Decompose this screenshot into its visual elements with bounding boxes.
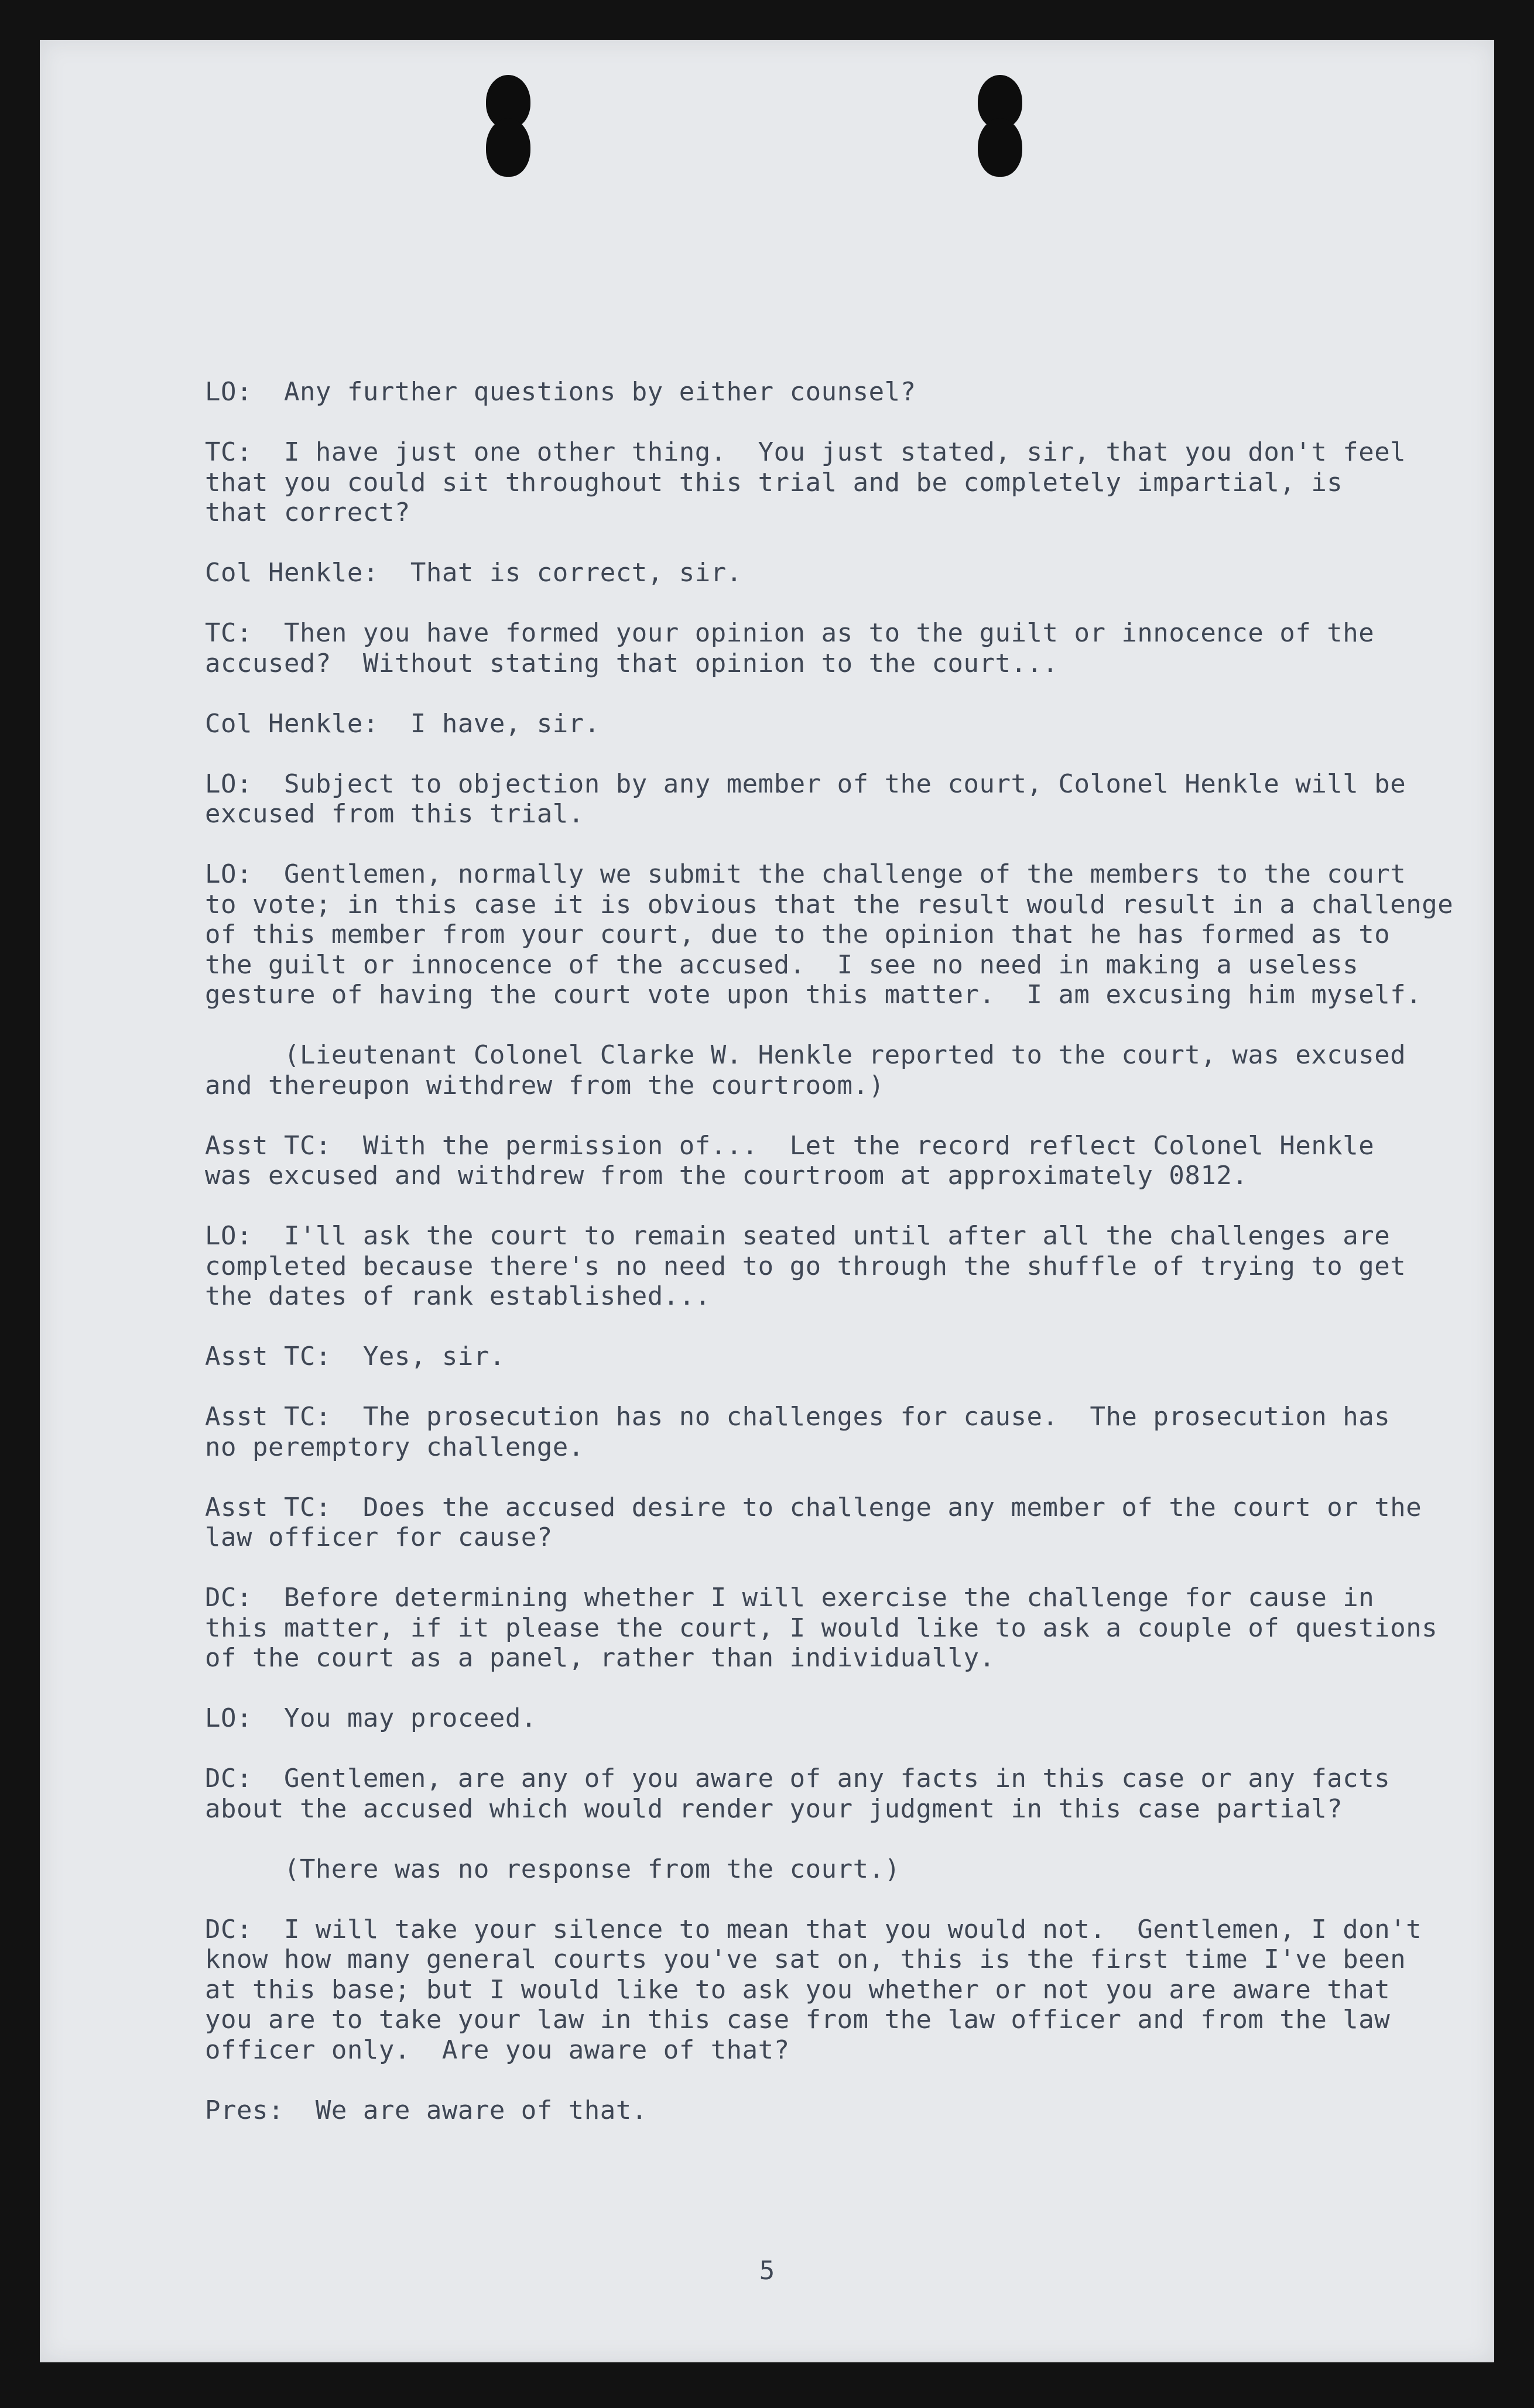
transcript-paragraph xyxy=(205,1221,1458,1312)
transcript-line: LO: Any further questions by either counsel? xyxy=(205,377,916,407)
transcript-paragraph xyxy=(205,558,1458,588)
transcript-line: that you could sit throughout this trial and be completely impartial, is xyxy=(205,467,1343,498)
transcript-paragraph xyxy=(205,1583,1458,1673)
transcript-paragraph xyxy=(205,769,1458,829)
transcript-paragraph xyxy=(205,377,1458,407)
transcript-paragraph xyxy=(205,1342,1458,1372)
transcript-line: this matter, if it please the court, I would like to ask a couple of questions xyxy=(205,1613,1438,1643)
transcript-line: LO: You may proceed. xyxy=(205,1703,537,1733)
transcript-line: of this member from your court, due to the opinion that he has formed as to xyxy=(205,920,1391,949)
transcript-line: gesture of having the court vote upon this matter. I am excusing him myself. xyxy=(205,980,1422,1010)
transcript-line: DC: Gentlemen, are any of you aware of any facts in this case or any facts xyxy=(205,1764,1391,1793)
transcript-line: completed because there's no need to go through the shuffle of trying to get xyxy=(205,1251,1406,1281)
transcript-body xyxy=(205,377,1458,2156)
transcript-line: no peremptory challenge. xyxy=(205,1432,584,1462)
transcript-line: LO: I'll ask the court to remain seated until after all the challenges are xyxy=(205,1221,1391,1251)
transcript-line: excused from this trial. xyxy=(205,799,584,829)
transcript-line: Col Henkle: I have, sir. xyxy=(205,708,600,739)
transcript-paragraph xyxy=(205,1493,1458,1553)
punch-hole-right xyxy=(975,75,1025,192)
transcript-paragraph xyxy=(205,1402,1458,1462)
transcript-paragraph xyxy=(205,1854,1458,1885)
transcript-line: the dates of rank established... xyxy=(205,1281,711,1311)
transcript-paragraph xyxy=(205,1915,1458,2066)
transcript-line: law officer for cause? xyxy=(205,1522,553,1552)
transcript-line: TC: Then you have formed your opinion as to the guilt or innocence of the xyxy=(205,618,1375,648)
page-number: 5 xyxy=(759,2256,775,2286)
transcript-line: Col Henkle: That is correct, sir. xyxy=(205,558,742,588)
transcript-line: the guilt or innocence of the accused. I see no need in making a useless xyxy=(205,949,1359,980)
transcript-line: to vote; in this case it is obvious that the result would result in a challenge xyxy=(205,889,1454,920)
transcript-line: (There was no response from the court.) xyxy=(205,1854,900,1884)
transcript-paragraph xyxy=(205,859,1458,1010)
document-page xyxy=(40,40,1494,2362)
transcript-paragraph xyxy=(205,1703,1458,1734)
transcript-line: that correct? xyxy=(205,498,410,527)
transcript-line: DC: Before determining whether I will exercise the challenge for cause in xyxy=(205,1583,1375,1613)
transcript-line: of the court as a panel, rather than individually. xyxy=(205,1643,995,1673)
transcript-line: at this base; but I would like to ask you whether or not you are aware that xyxy=(205,1974,1391,2005)
transcript-line: Asst TC: The prosecution has no challenges for cause. The prosecution has xyxy=(205,1402,1391,1432)
transcript-line: accused? Without stating that opinion to the court... xyxy=(205,648,1059,678)
transcript-line: Asst TC: Yes, sir. xyxy=(205,1342,505,1371)
transcript-line: was excused and withdrew from the courtroom at approximately 0812. xyxy=(205,1161,1248,1191)
transcript-line: LO: Gentlemen, normally we submit the challenge of the members to the court xyxy=(205,859,1406,889)
transcript-line: Asst TC: Does the accused desire to challenge any member of the court or the xyxy=(205,1492,1422,1522)
transcript-paragraph xyxy=(205,618,1458,678)
transcript-paragraph xyxy=(205,709,1458,739)
transcript-line: Asst TC: With the permission of... Let the record reflect Colonel Henkle xyxy=(205,1130,1375,1161)
transcript-line: and thereupon withdrew from the courtroom.) xyxy=(205,1070,885,1100)
transcript-line: DC: I will take your silence to mean that you would not. Gentlemen, I don't xyxy=(205,1914,1422,1944)
transcript-line: Pres: We are aware of that. xyxy=(205,2095,648,2125)
transcript-line: officer only. Are you aware of that? xyxy=(205,2035,790,2065)
transcript-paragraph xyxy=(205,2095,1458,2126)
punch-hole-left xyxy=(484,75,533,192)
transcript-line: about the accused which would render your judgment in this case partial? xyxy=(205,1793,1343,1824)
transcript-paragraph xyxy=(205,437,1458,528)
transcript-line: you are to take your law in this case from the law officer and from the law xyxy=(205,2005,1391,2035)
transcript-line: TC: I have just one other thing. You just stated, sir, that you don't feel xyxy=(205,437,1406,467)
transcript-line: (Lieutenant Colonel Clarke W. Henkle reported to the court, was excused xyxy=(205,1040,1406,1070)
transcript-paragraph xyxy=(205,1040,1458,1100)
transcript-line: know how many general courts you've sat on, this is the first time I've been xyxy=(205,1944,1406,1974)
transcript-paragraph xyxy=(205,1131,1458,1191)
transcript-paragraph xyxy=(205,1764,1458,1824)
transcript-line: LO: Subject to objection by any member of the court, Colonel Henkle will be xyxy=(205,769,1406,799)
